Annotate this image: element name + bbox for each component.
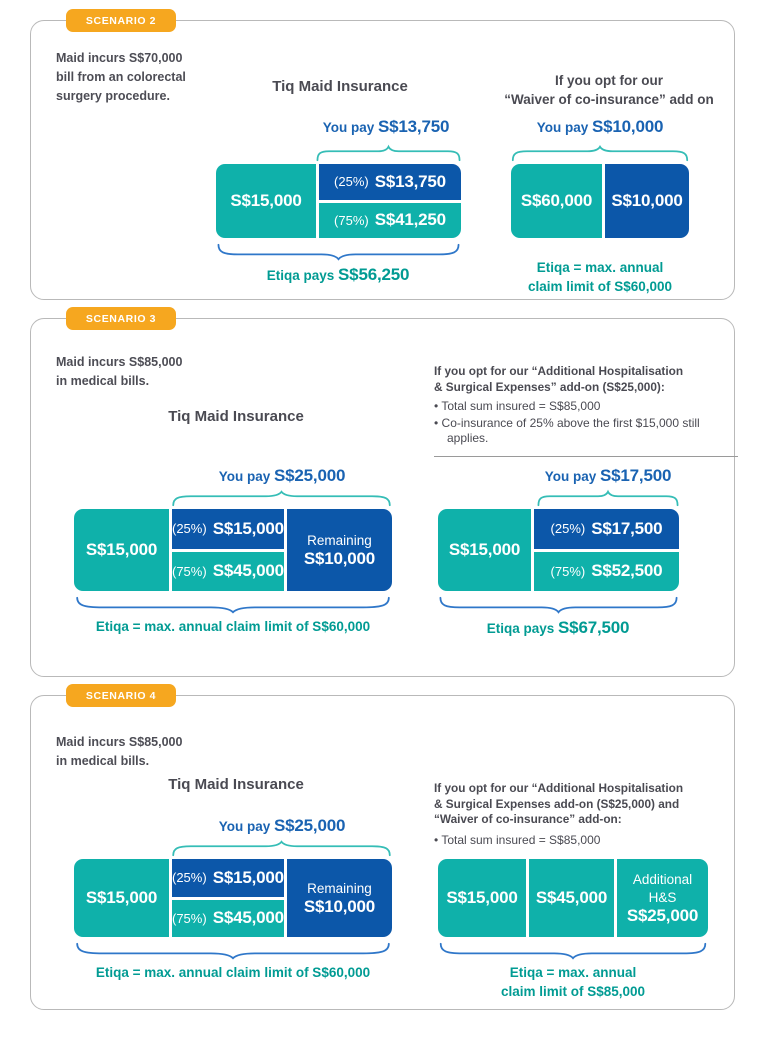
etiqa-note-line: claim limit of S$85,000 (500, 984, 646, 999)
segment-pct: (25%) (172, 521, 207, 537)
segment-pct: (25%) (550, 521, 586, 537)
note-line: “Waiver of co-insurance” add-on: (434, 812, 622, 826)
you-pay-text (286, 117, 486, 137)
segment-label: Remaining (307, 533, 372, 548)
scenario-4-intro (56, 733, 256, 771)
bottom-brace (216, 244, 461, 260)
etiqa-pays-label: Etiqa pays (266, 268, 335, 283)
segment-value: S$41,250 (374, 210, 446, 230)
you-pay-text (182, 466, 382, 486)
etiqa-pays-amount: S$56,250 (338, 265, 410, 284)
bar-segment-base (438, 859, 526, 937)
you-pay-amount: S$10,000 (592, 117, 664, 136)
bottom-brace (74, 597, 392, 613)
segment-value: S$17,500 (591, 518, 663, 538)
bar-segment-base (438, 509, 531, 591)
intro-line: in medical bills. (56, 754, 150, 768)
etiqa-claim-limit-note (500, 258, 700, 296)
segment-value: S$13,750 (374, 171, 446, 191)
intro-line: in medical bills. (56, 374, 150, 388)
opt-title-line: If you opt for our (555, 73, 663, 88)
bar-segment-base (74, 509, 169, 591)
addon-note-title (434, 364, 744, 395)
divider-line (434, 456, 738, 457)
etiqa-note-line: Etiqa = max. annual (509, 965, 637, 980)
you-pay-label: You pay (322, 120, 375, 135)
top-brace (537, 491, 679, 506)
segment-label: H&S (648, 890, 677, 905)
segment-value: S$15,000 (446, 888, 518, 907)
bar-segment-co-75 (172, 900, 284, 938)
intro-line: surgery procedure. (56, 89, 170, 103)
etiqa-pays-text (458, 618, 658, 638)
tiq-maid-insurance-title: Tiq Maid Insurance (272, 78, 408, 95)
etiqa-note-line: Etiqa = max. annual (536, 260, 664, 275)
bar-segment-co-75 (534, 552, 679, 592)
segment-pct: (75%) (172, 563, 207, 579)
intro-line: Maid incurs S$85,000 (56, 735, 183, 749)
opt-title-line: “Waiver of co-insurance” add on (504, 92, 714, 107)
addon-plan-bar (438, 859, 708, 937)
you-pay-text (508, 466, 708, 486)
scenario-2-intro (56, 49, 236, 106)
scenario-2-card (30, 14, 735, 300)
bar-segment-co-75 (319, 203, 461, 239)
segment-value: S$15,000 (230, 191, 302, 210)
bar-segment-co-75 (172, 552, 284, 592)
scenario-2-badge: SCENARIO 2 (66, 9, 176, 32)
segment-value: S$25,000 (626, 906, 699, 925)
segment-label: Additional (632, 872, 693, 887)
intro-line: Maid incurs S$70,000 (56, 51, 183, 65)
segment-pct: (75%) (334, 212, 369, 228)
etiqa-pays-label: Etiqa pays (486, 621, 555, 636)
you-pay-text (500, 117, 700, 137)
top-brace (171, 491, 392, 506)
you-pay-label: You pay (218, 819, 271, 834)
bullet-item: • Co-insurance of 25% above the first $15,000 still applies. (434, 416, 734, 447)
scenario-3-badge: SCENARIO 3 (66, 307, 176, 330)
scenario-4-badge: SCENARIO 4 (66, 684, 176, 707)
scenario-4-card (30, 689, 735, 1010)
bar-segment-additional-hs (617, 859, 708, 937)
waiver-addon-title (483, 71, 735, 109)
bar-segment-remaining (287, 859, 392, 937)
bottom-brace (74, 943, 392, 959)
you-pay-label: You pay (536, 120, 589, 135)
segment-value: S$15,000 (85, 888, 158, 907)
segment-value: S$15,000 (448, 540, 521, 559)
segment-value: S$52,500 (591, 561, 663, 581)
etiqa-claim-limit-note (53, 963, 413, 982)
tiq-maid-insurance-title: Tiq Maid Insurance (168, 408, 304, 425)
segment-value: S$15,000 (212, 867, 284, 887)
segment-label: Remaining (307, 881, 372, 896)
you-pay-amount: S$13,750 (378, 117, 450, 136)
segment-value: S$15,000 (85, 540, 158, 559)
segment-pct: (25%) (172, 870, 207, 886)
tiq-maid-insurance-title: Tiq Maid Insurance (168, 776, 304, 793)
addon-note-bullets (434, 833, 734, 850)
intro-line: bill from an colorectal (56, 70, 186, 84)
tiq-plan-bar (74, 509, 392, 591)
bar-segment-remaining (287, 509, 392, 591)
addon-note-title (434, 781, 744, 828)
you-pay-amount: S$17,500 (600, 466, 672, 485)
segment-value: S$45,000 (212, 561, 284, 581)
bullet-item: • Total sum insured = S$85,000 (434, 833, 734, 849)
etiqa-note-line: claim limit of S$60,000 (527, 279, 673, 294)
bottom-brace (438, 943, 708, 959)
addon-note-bullets (434, 399, 734, 448)
waiver-plan-bar (511, 164, 689, 238)
bar-segment-base (216, 164, 316, 238)
scenario-3-card (30, 312, 735, 677)
etiqa-pays-text (238, 265, 438, 285)
bar-segment-etiqa (511, 164, 602, 238)
segment-pct: (75%) (550, 563, 586, 579)
bullet-item: • Total sum insured = S$85,000 (434, 399, 734, 415)
note-line: If you opt for our “Additional Hospitalisation (434, 781, 684, 795)
you-pay-label: You pay (218, 469, 271, 484)
segment-value: S$15,000 (212, 518, 284, 538)
note-line: & Surgical Expenses” add-on (S$25,000): (434, 379, 665, 394)
etiqa-note-line: Etiqa = max. annual claim limit of S$60,000 (95, 619, 371, 634)
bar-segment-you-pay (605, 164, 689, 238)
segment-value: S$10,000 (303, 549, 376, 568)
bar-segment-co-insurance-covered (529, 859, 614, 937)
you-pay-text (182, 816, 382, 836)
etiqa-note-line: Etiqa = max. annual claim limit of S$60,000 (95, 965, 371, 980)
bottom-brace (438, 597, 679, 613)
top-brace (171, 841, 392, 856)
bar-segment-co-25 (319, 164, 461, 200)
tiq-plan-bar (74, 859, 392, 937)
etiqa-claim-limit-note (473, 963, 673, 1001)
segment-pct: (25%) (334, 174, 369, 190)
segment-value: S$10,000 (611, 191, 683, 210)
etiqa-claim-limit-note (53, 617, 413, 636)
tiq-plan-bar (216, 164, 461, 238)
segment-value: S$60,000 (520, 191, 593, 210)
bar-segment-base (74, 859, 169, 937)
you-pay-label: You pay (544, 469, 597, 484)
you-pay-amount: S$25,000 (274, 816, 346, 835)
segment-value: S$10,000 (303, 897, 376, 916)
note-line: If you opt for our “Additional Hospitalisation (434, 364, 684, 378)
top-brace (511, 146, 689, 161)
bar-segment-co-25 (172, 859, 284, 897)
you-pay-amount: S$25,000 (274, 466, 346, 485)
intro-line: Maid incurs S$85,000 (56, 355, 183, 369)
segment-value: S$45,000 (535, 888, 608, 907)
top-brace (316, 146, 461, 161)
bar-segment-co-25 (172, 509, 284, 549)
addon-plan-bar (438, 509, 679, 591)
etiqa-pays-amount: S$67,500 (558, 618, 630, 637)
segment-value: S$45,000 (212, 908, 284, 928)
segment-pct: (75%) (172, 910, 207, 926)
note-line: & Surgical Expenses add-on (S$25,000) and (434, 796, 680, 811)
bar-segment-co-25 (534, 509, 679, 549)
scenario-3-intro (56, 353, 256, 391)
